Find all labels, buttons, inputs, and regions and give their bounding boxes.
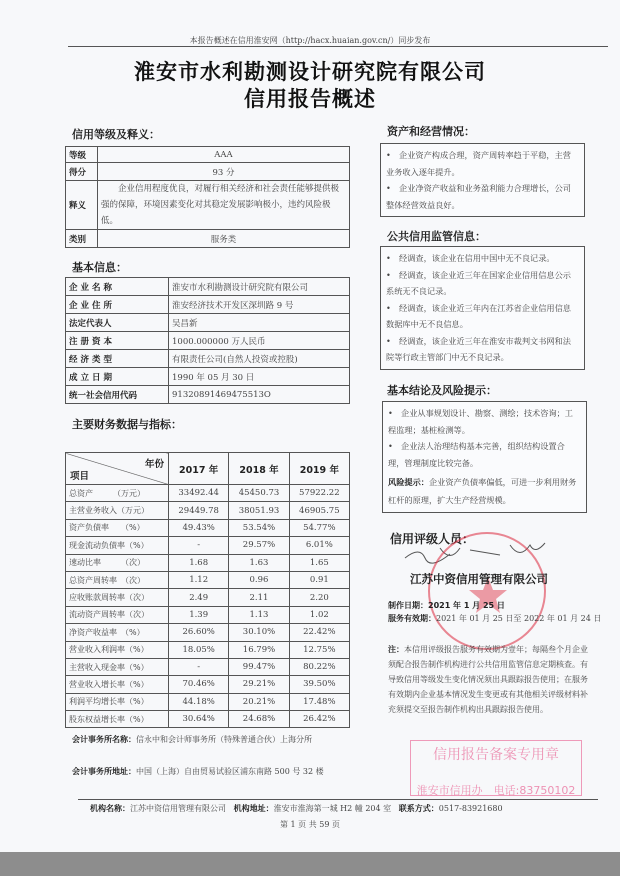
list-item: • 企业从事规划设计、勘察、测绘；技术咨询；工程监理；基桩检测等。 bbox=[388, 408, 573, 435]
page-subtitle: 信用报告概述 bbox=[244, 86, 376, 111]
bullet-icon: • bbox=[386, 335, 400, 346]
divider bbox=[68, 46, 608, 47]
table-row: 总资产周转率 （次） 1.12 0.96 0.91 bbox=[66, 571, 350, 588]
footer-info: 机构名称：江苏中资信用管理有限公司 机构地址：淮安市淮海第一城 H2 幢 204 室 联系方式：0517-83921680 bbox=[90, 804, 503, 813]
table-row: 流动资产周转率（次） 1.39 1.13 1.02 bbox=[66, 606, 350, 623]
basic-row: 注册资本 1000.000000 万人民币 bbox=[66, 332, 350, 350]
rating-heading: 信用等级及释义： bbox=[72, 128, 160, 141]
list-item: • 企业法人治理结构基本完善，组织结构设置合理，管理制度比较完备。 bbox=[388, 441, 565, 468]
conclusion-box bbox=[382, 401, 587, 513]
risk-note: 风险提示：企业资产负债率偏低，可进一步利用财务杠杆的原理，扩大生产经营规模。 bbox=[388, 477, 577, 505]
table-row: 速动比率 （次） 1.68 1.63 1.65 bbox=[66, 554, 350, 571]
accountant-address: 会计事务所地址：中国（上海）自由贸易试验区浦东南路 500 号 32 楼 bbox=[72, 767, 324, 776]
page-title: 淮安市水利勘测设计研究院有限公司 bbox=[134, 59, 486, 84]
rater-company: 江苏中资信用管理有限公司 bbox=[410, 572, 548, 586]
production-date: 制作日期：2021 年 1 月 25 日 bbox=[388, 601, 505, 610]
basic-heading: 基本信息： bbox=[72, 261, 127, 274]
bullet-icon: • bbox=[388, 408, 402, 418]
table-row: 主营业务收入（万元） 29449.78 38051.93 46905.75 bbox=[66, 502, 350, 519]
list-item: • 企业净资产收益和业务盈利能力合理增长，公司整体经营效益良好。 bbox=[386, 183, 571, 210]
basic-row: 企业名称 淮安市水利勘测设计研究院有限公司 bbox=[66, 278, 350, 296]
bullet-icon: • bbox=[388, 441, 402, 451]
rating-table: 等级 AAA 得分 93 分 释义 企业信用程度优良，对履行相关经济和社会责任能够提供极强的保障，环境因素变化对其稳定发展影响极小，违约风险极低。 类别 服务类 bbox=[65, 146, 350, 248]
supervision-heading: 公共信用监管信息： bbox=[387, 230, 486, 243]
scan-edge bbox=[0, 852, 620, 876]
table-row: 现金流动负债率（%） - 29.57% 6.01% bbox=[66, 537, 350, 554]
list-item: • 经调查，该企业近三年在国家企业信用信息公示系统无不良记录。 bbox=[386, 269, 571, 296]
bullet-icon: • bbox=[386, 302, 400, 313]
basic-row: 法定代表人 吴昌新 bbox=[66, 314, 350, 332]
table-row: 股东权益增长率（%） 30.64% 24.68% 26.42% bbox=[66, 711, 350, 728]
basic-row: 成立日期 1990 年 05 月 30 日 bbox=[66, 368, 350, 386]
rater-heading: 信用评级人员： bbox=[390, 532, 475, 546]
list-item: • 经调查，该企业近三年在淮安市裁判文书网和法院等行政主管部门中无不良记录。 bbox=[386, 335, 571, 362]
publish-note: 本报告概述在信用淮安网（http://hacx.huaian.gov.cn/）同步发布 bbox=[189, 36, 431, 45]
supervision-box bbox=[380, 246, 585, 370]
table-row: 营业收入利润率（%） 18.05% 16.79% 12.75% bbox=[66, 641, 350, 658]
bullet-icon: • bbox=[386, 150, 400, 160]
accountant-name: 会计事务所名称：信永中和会计师事务所（特殊普通合伙）上海分所 bbox=[72, 735, 312, 744]
assets-box bbox=[380, 143, 585, 217]
list-item: • 经调查，该企业在信用中国中无不良记录。 bbox=[386, 253, 555, 263]
bullet-icon: • bbox=[386, 183, 400, 193]
validity-note: 注：本信用评级报告服务有效期为壹年；每隔叁个月企业须配合报告制作机构进行公共信用监管信息定期核查。有导致信用等级发生变化情况须出具跟踪报告使用；在服务有效期内企业基本情况发生变更或有其他相关评级材料补充须提交至报告制作机构出具跟踪报告使用。 bbox=[388, 645, 588, 714]
table-row: 资产负债率 （%） 49.43% 53.54% 54.77% bbox=[66, 519, 350, 536]
basic-row: 统一社会信用代码 91320891469475513O bbox=[66, 386, 350, 404]
table-row: 应收账款周转率（次） 2.49 2.11 2.20 bbox=[66, 589, 350, 606]
finance-heading: 主要财务数据与指标： bbox=[72, 418, 182, 431]
assets-heading: 资产和经营情况： bbox=[387, 125, 475, 138]
table-row: 利润平均增长率（%） 44.18% 20.21% 17.48% bbox=[66, 693, 350, 710]
page-number: 第 1 页 共 59 页 bbox=[280, 820, 340, 829]
basic-info-table bbox=[65, 277, 350, 404]
corner-cell: 年份 项目 bbox=[66, 453, 169, 485]
table-row: 主营收入现金率（%） - 99.47% 80.22% bbox=[66, 658, 350, 675]
validity-period: 服务有效期：2021 年 01 月 25 日至 2022 年 01 月 24 日 bbox=[388, 614, 602, 623]
bullet-icon: • bbox=[386, 253, 400, 263]
conclusion-heading: 基本结论及风险提示： bbox=[387, 384, 497, 397]
finance-table: 年份 项目 2017 年 2018 年 2019 年 总资产 （万元） 33492.44 45450.73 57922.22 主营业务收入（万元） 29449.78 38051.93 46905.75 资产负债率 （%） 49.43% 53.54% 54.77% 现金流动负债率（%） - 29.57% 6.01% 速动比率 （次） 1.68 1.63 1.65 总资产周转率 （次） 1.12 0.96 0.91 应收账款周转率（次） 2.49 2.11 2.20 流动资产周转率（次） 1.39 1.13 1.02 净资产收益率 （%） 26.60% 30.10% 22.42% 营业收入利润率（%） 18.05% 16.79% 12.75% 主营收入现金率（%） - 99.47% 80.22% 营业收入增长率（%） 70.46% 29.21% 39.50% 利润平均增长率（%） 44.18% 20.21% 17.48% 股东权益增长率（%） 30.64% 24.68% 26.42% bbox=[65, 452, 350, 728]
list-item: • 企业资产构成合理，资产周转率趋于平稳，主营业务收入逐年提升。 bbox=[386, 150, 571, 177]
table-row: 总资产 （万元） 33492.44 45450.73 57922.22 bbox=[66, 485, 350, 502]
table-row: 营业收入增长率（%） 70.46% 29.21% 39.50% bbox=[66, 676, 350, 693]
filing-stamp: 信用报告备案专用章 淮安市信用办 电话:83750102 bbox=[410, 740, 582, 796]
bullet-icon: • bbox=[386, 269, 400, 280]
basic-row: 经济类型 有限责任公司(自然人投资或控股) bbox=[66, 350, 350, 368]
list-item: • 经调查，该企业近三年内在江苏省企业信用信息数据库中无不良信息。 bbox=[386, 302, 571, 329]
footer-divider bbox=[78, 799, 598, 800]
basic-row: 企业住所 淮安经济技术开发区深圳路 9 号 bbox=[66, 296, 350, 314]
table-row: 净资产收益率 （%） 26.60% 30.10% 22.42% bbox=[66, 624, 350, 641]
